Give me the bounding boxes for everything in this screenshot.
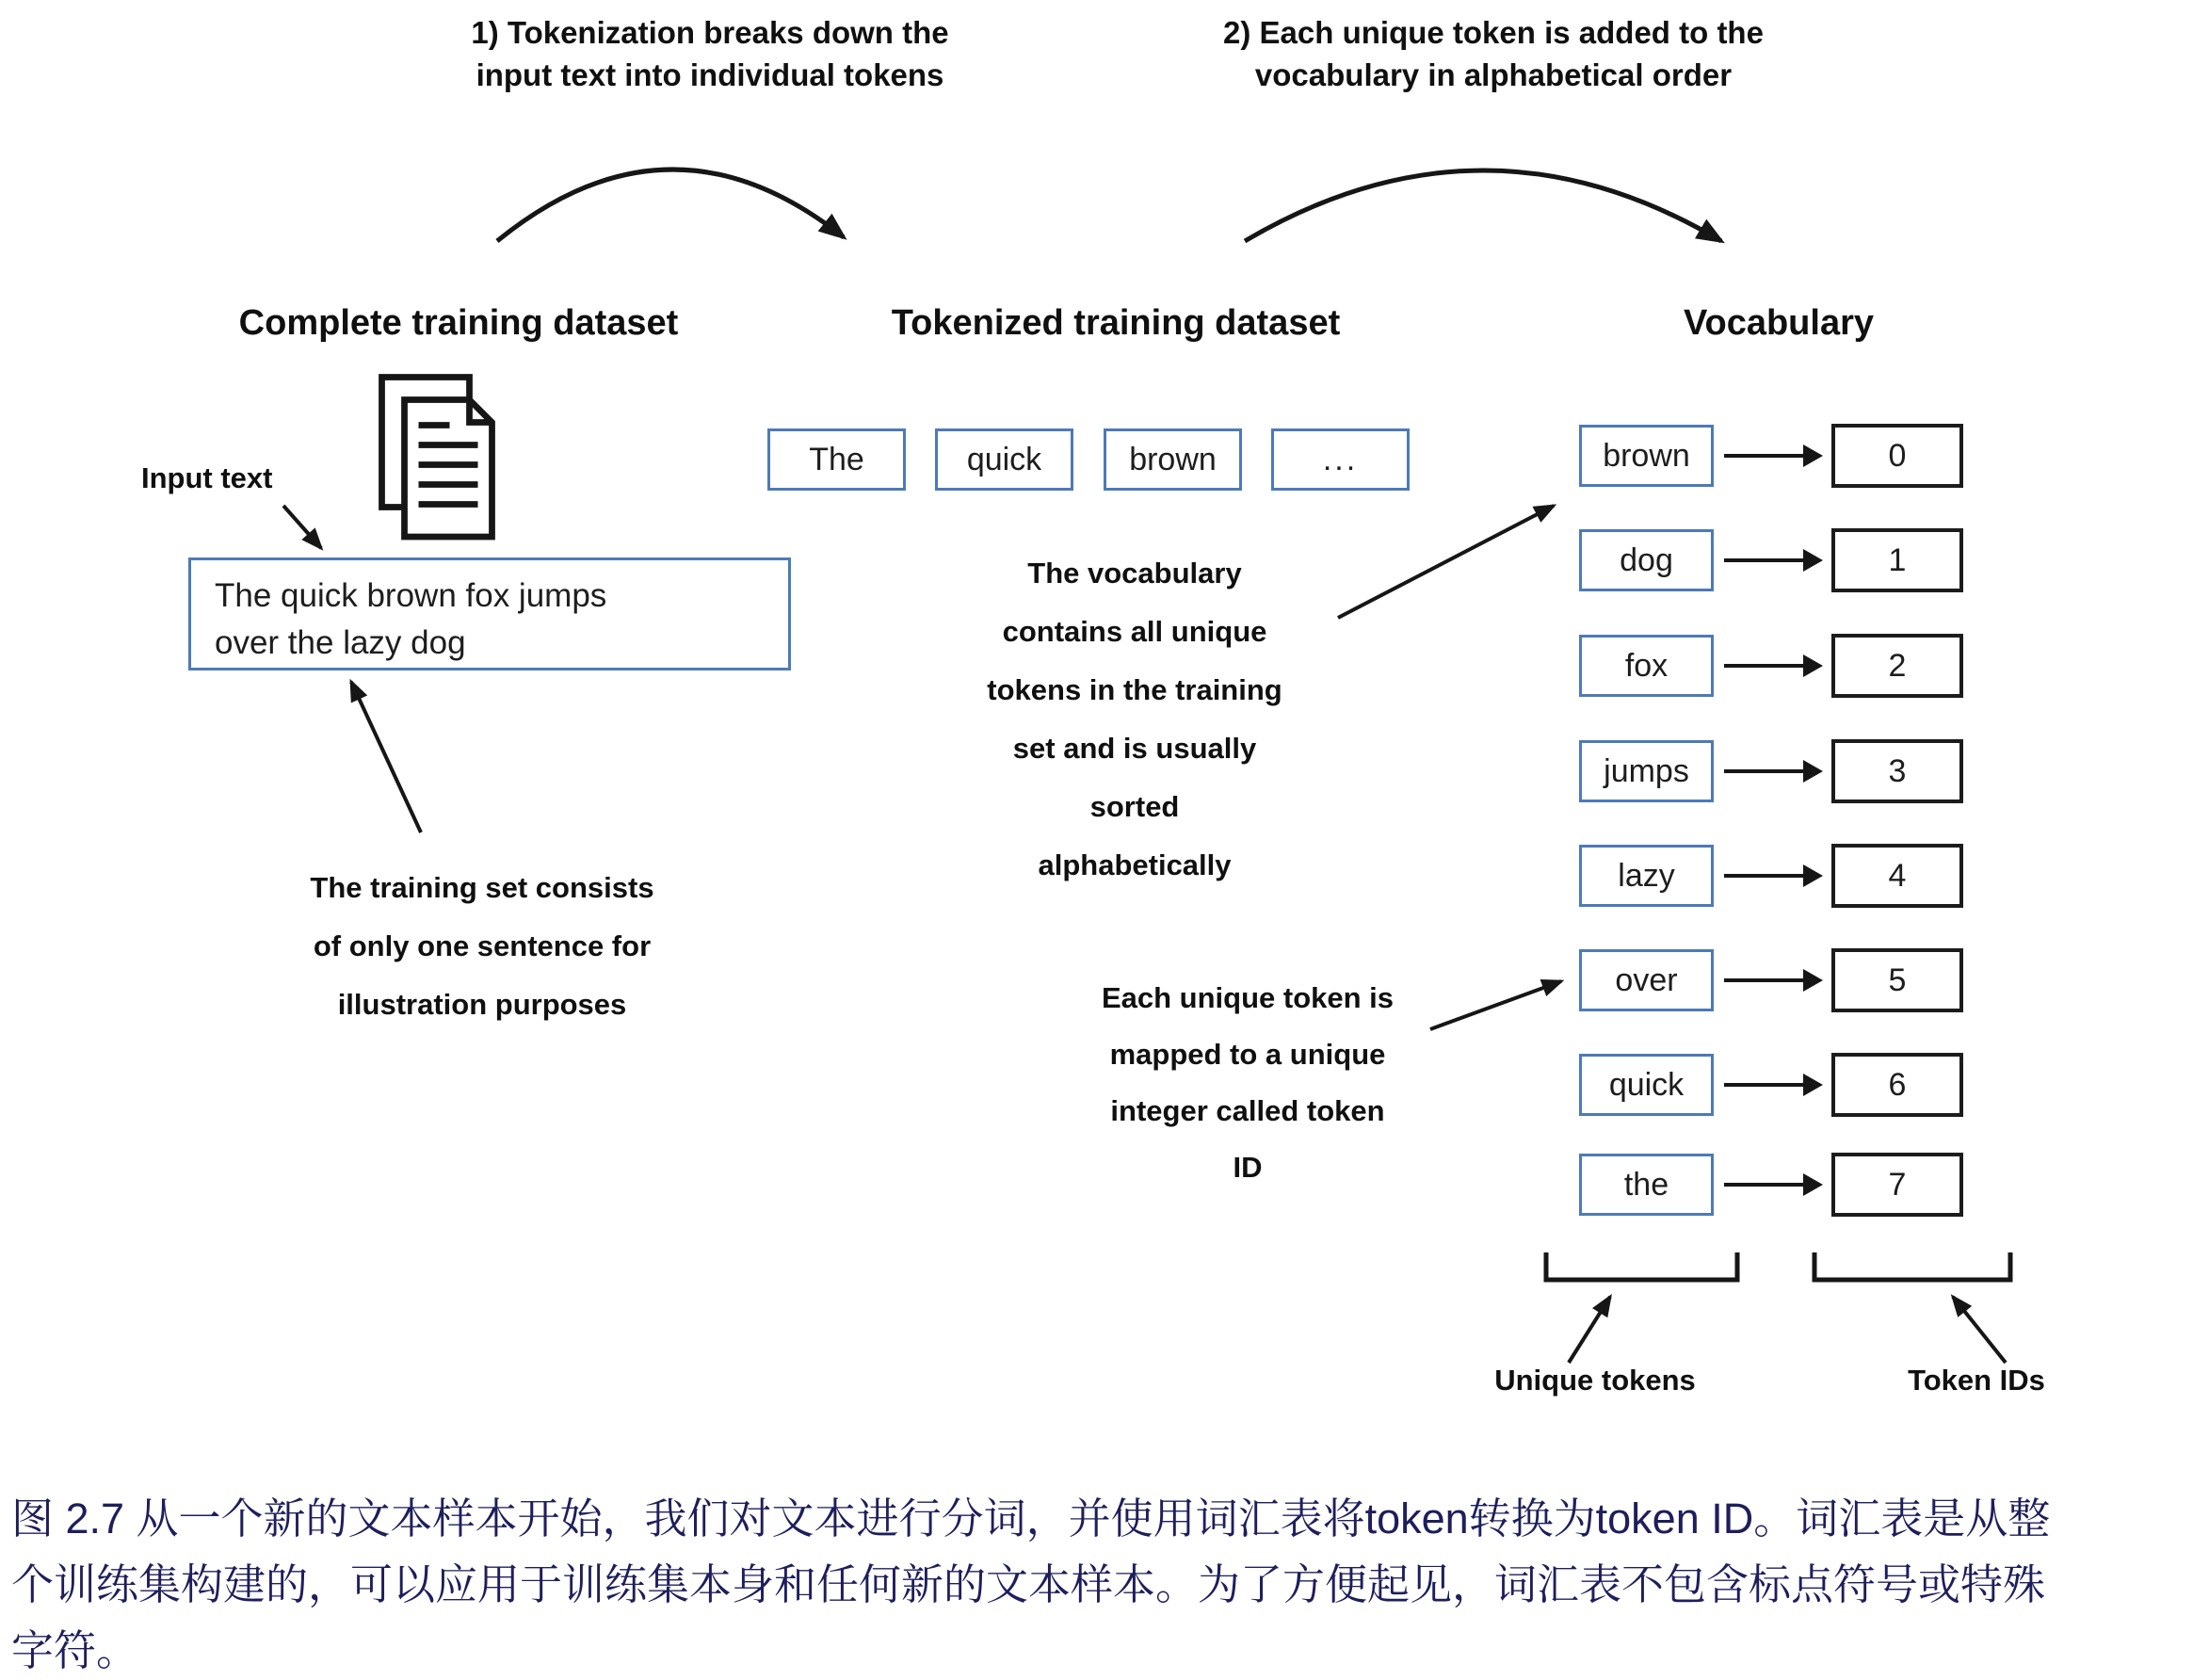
caption-line1: 图 2.7 从一个新的文本样本开始，我们对文本进行分词，并使用词汇表将token转换为token ID。词汇表是从整: [11, 1494, 2051, 1543]
tokenid-note-line1: Each unique token is: [1101, 981, 1395, 1014]
vocab-token-label: brown: [1603, 437, 1690, 474]
arrow-line: [1724, 1083, 1803, 1087]
token-box-brown: brown: [1104, 428, 1242, 491]
document-icon: [375, 371, 522, 544]
vocab-id-label: 1: [1888, 541, 1907, 578]
vocab-token-box: [1579, 425, 1714, 487]
vocab-row-the: [1579, 1152, 1967, 1218]
tokenid-note-line4: ID: [1233, 1151, 1263, 1184]
token-box-ellipsis: ...: [1271, 428, 1410, 491]
step1-line2: input text into individual tokens: [476, 57, 944, 92]
vocab-id-box: [1831, 1053, 1963, 1117]
vocab-id-box: [1831, 1153, 1963, 1217]
unique-tokens-bracket: [1546, 1252, 1737, 1280]
vocab-note-line4: set and is usually: [1012, 732, 1257, 765]
vocab-id-label: 6: [1888, 1066, 1907, 1103]
training-note-line2: of only one sentence for: [313, 929, 652, 962]
vocab-row-quick: [1579, 1052, 1967, 1118]
input-text-line1: The quick brown fox jumps: [215, 577, 607, 614]
vocab-token-label: jumps: [1604, 752, 1689, 789]
vocab-id-box: [1831, 634, 1963, 698]
unique-tokens-arrow-icon: [1569, 1297, 1610, 1363]
vocab-id-label: 5: [1888, 961, 1907, 998]
map-arrow-icon: [1714, 1083, 1831, 1087]
vocab-id-box: [1831, 948, 1963, 1012]
arrow-line: [1724, 1183, 1803, 1187]
arrow-line: [1724, 978, 1803, 982]
step2-annotation: [1211, 11, 1776, 96]
input-text-box: [188, 557, 791, 670]
map-arrow-icon: [1714, 454, 1831, 458]
training-set-note: [247, 859, 718, 1034]
arrow-line: [1724, 769, 1803, 773]
vocab-note-line5: sorted: [1089, 790, 1180, 823]
vocab-row-lazy: [1579, 843, 1967, 909]
vocab-id-box: [1831, 844, 1963, 908]
vocab-token-label: the: [1623, 1166, 1669, 1203]
step1-annotation: [427, 11, 992, 96]
vocab-note-line1: The vocabulary: [1027, 557, 1242, 590]
token-ids-arrow-icon: [1953, 1297, 2006, 1363]
map-arrow-icon: [1714, 1183, 1831, 1187]
vocab-row-fox: [1579, 633, 1967, 699]
caption-line2: 个训练集构建的，可以应用于训练集本身和任何新的文本样本。为了方便起见，词汇表不包含标点符号或特殊: [11, 1560, 2046, 1608]
input-text-label: Input text: [141, 461, 273, 494]
header-vocabulary: Vocabulary: [1683, 303, 1875, 343]
token-ids-bracket: [1814, 1252, 2010, 1280]
training-note-arrow-icon: [351, 682, 421, 832]
map-arrow-icon: [1714, 874, 1831, 878]
input-text-line2: over the lazy dog: [215, 624, 466, 661]
step2-arc-arrow-icon: [1245, 170, 1721, 241]
map-arrow-icon: [1714, 769, 1831, 773]
vocab-row-jumps: [1579, 738, 1967, 804]
vocab-note-line2: contains all unique: [1002, 615, 1267, 648]
vocab-token-box: [1579, 529, 1714, 591]
map-arrow-icon: [1714, 978, 1831, 982]
vocab-token-label: lazy: [1618, 857, 1675, 894]
training-note-line3: illustration purposes: [337, 988, 627, 1021]
vocab-id-label: 0: [1888, 437, 1907, 474]
tokenid-note-line2: mapped to a unique: [1109, 1038, 1386, 1071]
vocab-token-label: fox: [1624, 647, 1669, 684]
vocab-token-box: [1579, 845, 1714, 907]
step2-line1: 2) Each unique token is added to the: [1223, 15, 1764, 50]
vocab-id-box: [1831, 528, 1963, 592]
step2-line2: vocabulary in alphabetical order: [1254, 57, 1733, 92]
tokenid-note-arrow-icon: [1430, 981, 1561, 1029]
arrow-line: [1724, 874, 1803, 878]
token-id-note: [1073, 970, 1422, 1196]
training-note-line1: The training set consists: [310, 871, 654, 904]
token-box-quick: quick: [935, 428, 1073, 491]
vocab-row-brown: [1579, 423, 1967, 489]
vocab-row-over: [1579, 947, 1967, 1013]
vocab-id-box: [1831, 424, 1963, 488]
vocab-token-box: [1579, 740, 1714, 802]
vocab-id-label: 3: [1888, 752, 1907, 789]
vocab-token-box: [1579, 635, 1714, 697]
step1-arc-arrow-icon: [497, 170, 844, 241]
vocab-id-box: [1831, 739, 1963, 803]
vocab-token-box: [1579, 1154, 1714, 1216]
map-arrow-icon: [1714, 664, 1831, 668]
vocab-note-arrow-icon: [1338, 506, 1554, 618]
arrow-line: [1724, 454, 1803, 458]
vocab-token-box: [1579, 1054, 1714, 1116]
caption-line3: 字符。: [11, 1626, 139, 1674]
vocab-row-dog: [1579, 527, 1967, 593]
vocab-token-box: [1579, 949, 1714, 1011]
tokenid-note-line3: integer called token: [1110, 1094, 1385, 1127]
unique-tokens-label: Unique tokens: [1494, 1364, 1696, 1397]
vocab-id-label: 2: [1888, 647, 1907, 684]
vocabulary-note: [932, 544, 1337, 895]
vocab-token-label: quick: [1608, 1066, 1685, 1103]
vocab-note-line3: tokens in the training: [987, 673, 1282, 706]
token-ids-label: Token IDs: [1908, 1364, 2045, 1397]
vocab-token-label: over: [1615, 961, 1678, 998]
map-arrow-icon: [1714, 558, 1831, 562]
input-label-arrow-icon: [283, 506, 321, 548]
vocab-id-label: 4: [1888, 857, 1907, 894]
header-tokenized-training-dataset: Tokenized training dataset: [891, 303, 1341, 343]
figure-caption: [11, 1486, 2201, 1680]
header-complete-training-dataset: Complete training dataset: [238, 303, 679, 343]
vocab-id-label: 7: [1888, 1166, 1907, 1203]
vocab-token-label: dog: [1620, 541, 1673, 578]
arrow-line: [1724, 664, 1803, 668]
token-box-the: The: [767, 428, 906, 491]
step1-line1: 1) Tokenization breaks down the: [471, 15, 949, 50]
arrow-line: [1724, 558, 1803, 562]
vocab-note-line6: alphabetically: [1038, 848, 1232, 881]
